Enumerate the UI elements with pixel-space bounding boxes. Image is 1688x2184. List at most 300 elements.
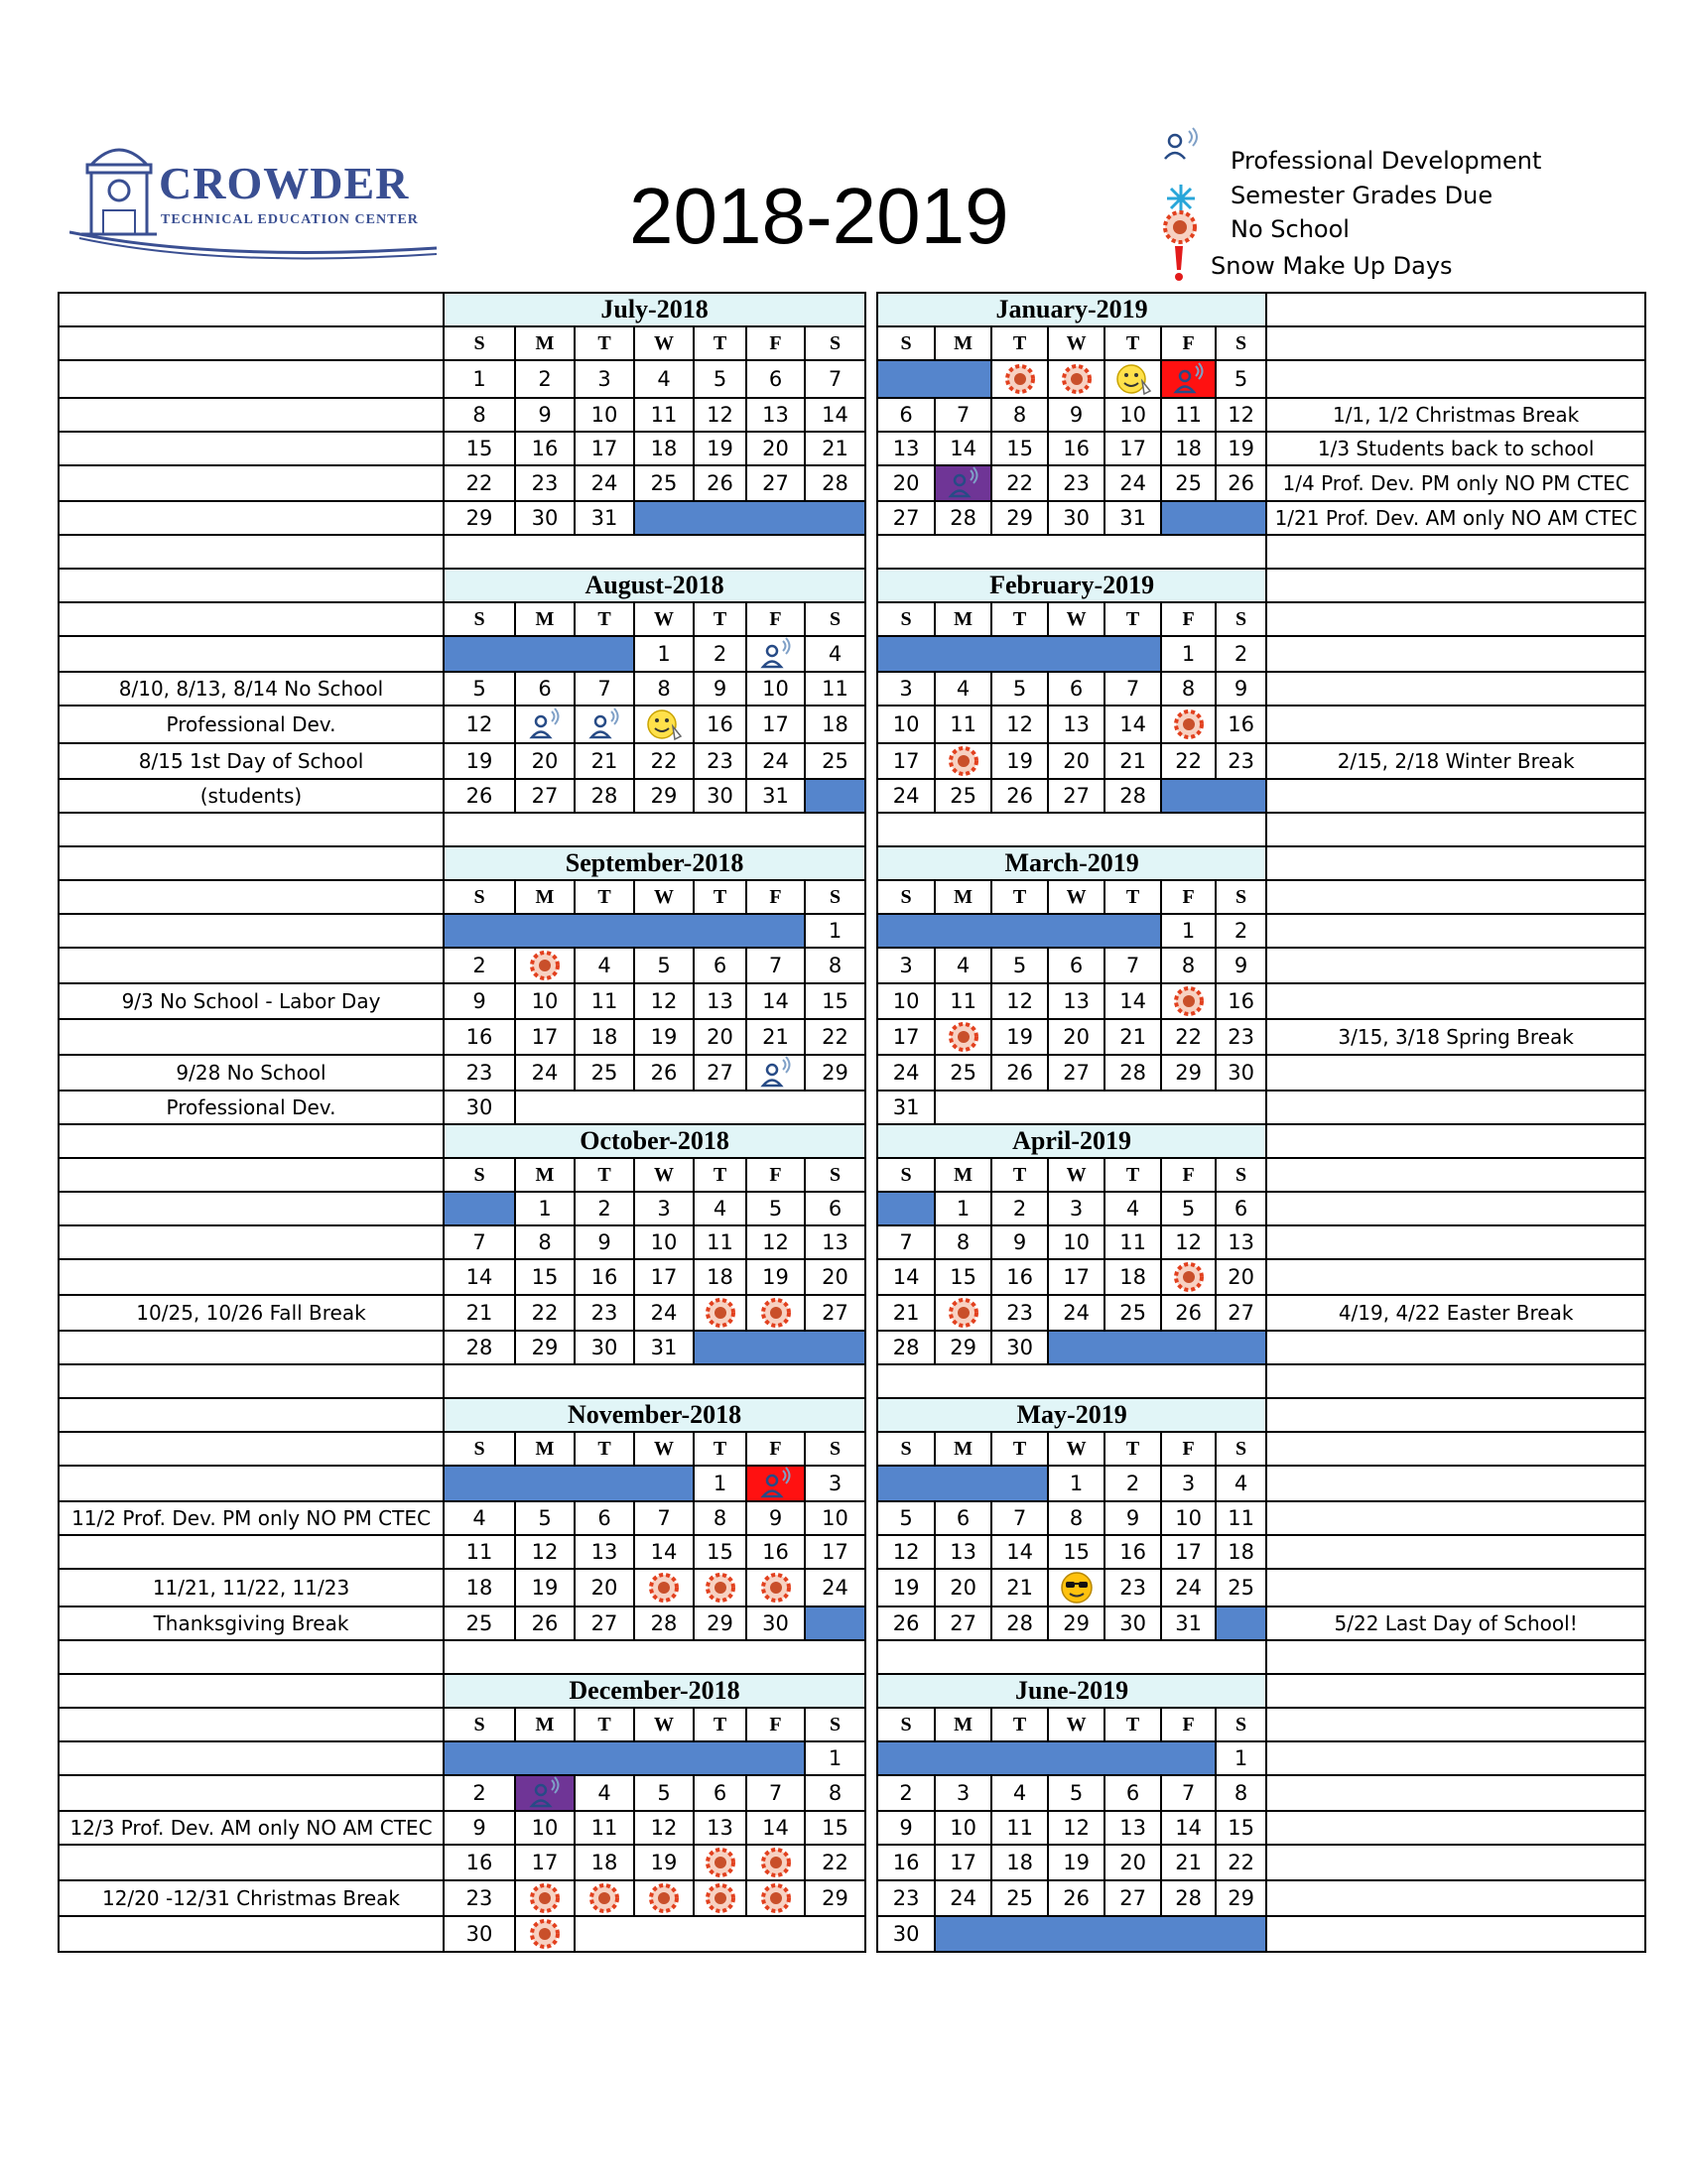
day-cell-nov-14: 14 xyxy=(634,1535,694,1569)
day-cell-jan-29: 29 xyxy=(991,501,1048,535)
day-of-week: S xyxy=(1216,1708,1266,1741)
day-cell-jun-30: 30 xyxy=(877,1916,935,1952)
day-cell-mar-19: 19 xyxy=(991,1019,1048,1055)
day-cell-sep-14: 14 xyxy=(746,983,805,1019)
day-cell-nov-7: 7 xyxy=(634,1501,694,1535)
day-of-week: S xyxy=(805,326,865,360)
note-cell-right xyxy=(1266,813,1645,846)
professional-development-icon xyxy=(528,1776,562,1810)
day-cell-jul-10: 10 xyxy=(575,398,634,432)
no-school-icon xyxy=(1161,208,1199,246)
day-cell-dec-26 xyxy=(634,1880,694,1916)
day-cell-apr-22 xyxy=(935,1295,991,1331)
day-cell-jan-6: 6 xyxy=(877,398,935,432)
note-cell-left xyxy=(59,1775,444,1811)
day-cell-jan-13: 13 xyxy=(877,432,935,465)
day-cell-oct-18: 18 xyxy=(694,1259,746,1295)
note-cell-right xyxy=(1266,1432,1645,1466)
day-cell-dec-10: 10 xyxy=(515,1811,575,1845)
day-cell-apr-5: 5 xyxy=(1161,1192,1216,1225)
note-cell-left xyxy=(59,569,444,602)
gap-cell xyxy=(865,326,877,360)
gap-cell xyxy=(865,1331,877,1364)
day-cell-nov-8: 8 xyxy=(694,1501,746,1535)
day-cell-apr-10: 10 xyxy=(1048,1225,1104,1259)
day-cell-may-12: 12 xyxy=(877,1535,935,1569)
day-cell-aug-14 xyxy=(575,706,634,743)
note-cell-left xyxy=(59,326,444,360)
note-cell-right xyxy=(1266,1192,1645,1225)
day-cell-sep-28 xyxy=(746,1055,805,1091)
day-cell-nov-30: 30 xyxy=(746,1606,805,1640)
note-cell-right xyxy=(1266,636,1645,672)
note-cell-left xyxy=(59,1674,444,1708)
note-cell-right xyxy=(1266,948,1645,983)
note-cell-left: 11/21, 11/22, 11/23 xyxy=(59,1569,444,1606)
day-cell-jul-18: 18 xyxy=(634,432,694,465)
no-school-icon xyxy=(587,1881,621,1915)
note-cell-right xyxy=(1266,1741,1645,1775)
day-cell-sep-7: 7 xyxy=(746,948,805,983)
day-cell-jul-30: 30 xyxy=(515,501,575,535)
note-cell-left xyxy=(59,602,444,636)
calendar-filler-cell xyxy=(805,779,865,813)
day-cell-apr-29: 29 xyxy=(935,1331,991,1364)
day-cell-sep-26: 26 xyxy=(634,1055,694,1091)
day-cell-jun-9: 9 xyxy=(877,1811,935,1845)
note-cell-left: Professional Dev. xyxy=(59,706,444,743)
day-cell-sep-4: 4 xyxy=(575,948,634,983)
day-cell-feb-14: 14 xyxy=(1104,706,1161,743)
day-cell-jan-11: 11 xyxy=(1161,398,1216,432)
note-cell-left xyxy=(59,1225,444,1259)
legend xyxy=(1161,139,1578,288)
gap-cell xyxy=(865,432,877,465)
note-cell-left xyxy=(59,1432,444,1466)
legend-label-snow: Snow Make Up Days xyxy=(1211,252,1453,280)
gap-cell xyxy=(865,1124,877,1158)
day-cell-jan-18: 18 xyxy=(1161,432,1216,465)
day-cell-may-18: 18 xyxy=(1216,1535,1266,1569)
day-cell-mar-4: 4 xyxy=(935,948,991,983)
day-of-week: T xyxy=(1104,880,1161,914)
calendar-filler-cell xyxy=(935,1916,1266,1952)
day-cell-dec-17: 17 xyxy=(515,1845,575,1880)
gap-cell xyxy=(865,813,877,846)
day-of-week: M xyxy=(515,602,575,636)
day-cell-feb-10: 10 xyxy=(877,706,935,743)
day-cell-nov-15: 15 xyxy=(694,1535,746,1569)
note-cell-left xyxy=(59,1708,444,1741)
note-cell-right xyxy=(1266,1055,1645,1091)
day-cell-aug-1: 1 xyxy=(634,636,694,672)
logo-swoosh xyxy=(69,222,447,262)
calendar-filler-cell xyxy=(1048,1331,1266,1364)
day-cell-may-8: 8 xyxy=(1048,1501,1104,1535)
day-cell-mar-5: 5 xyxy=(991,948,1048,983)
day-cell-dec-16: 16 xyxy=(444,1845,515,1880)
no-school-icon xyxy=(704,1296,737,1330)
day-cell-oct-11: 11 xyxy=(694,1225,746,1259)
day-cell-jan-2 xyxy=(1048,360,1104,398)
day-cell-mar-1: 1 xyxy=(1161,914,1216,948)
gap-cell xyxy=(865,880,877,914)
day-cell-oct-15: 15 xyxy=(515,1259,575,1295)
day-cell-jan-8: 8 xyxy=(991,398,1048,432)
day-cell-jul-15: 15 xyxy=(444,432,515,465)
note-cell-right xyxy=(1266,1674,1645,1708)
calendar-filler-cell xyxy=(444,914,805,948)
day-cell-may-6: 6 xyxy=(935,1501,991,1535)
day-cell-jan-17: 17 xyxy=(1104,432,1161,465)
no-school-icon xyxy=(759,1571,793,1605)
no-school-icon xyxy=(647,1571,681,1605)
day-cell-may-21: 21 xyxy=(991,1569,1048,1606)
note-cell-left: Professional Dev. xyxy=(59,1091,444,1124)
day-cell-nov-18: 18 xyxy=(444,1569,515,1606)
day-cell-apr-23: 23 xyxy=(991,1295,1048,1331)
day-cell-jun-26: 26 xyxy=(1048,1880,1104,1916)
note-cell-left xyxy=(59,1192,444,1225)
day-cell-apr-11: 11 xyxy=(1104,1225,1161,1259)
note-cell-left: (students) xyxy=(59,779,444,813)
day-of-week: S xyxy=(444,326,515,360)
day-cell-oct-5: 5 xyxy=(746,1192,805,1225)
spacer-cell xyxy=(444,813,865,846)
day-cell-aug-10: 10 xyxy=(746,672,805,706)
no-school-icon xyxy=(1172,707,1206,741)
day-cell-nov-9: 9 xyxy=(746,1501,805,1535)
day-cell-dec-1: 1 xyxy=(805,1741,865,1775)
day-cell-aug-7: 7 xyxy=(575,672,634,706)
gap-cell xyxy=(865,1811,877,1845)
day-cell-sep-27: 27 xyxy=(694,1055,746,1091)
day-of-week: M xyxy=(515,880,575,914)
no-school-icon xyxy=(947,1020,980,1054)
day-cell-aug-12: 12 xyxy=(444,706,515,743)
note-cell-left xyxy=(59,1640,444,1674)
day-cell-dec-21 xyxy=(746,1845,805,1880)
day-cell-apr-13: 13 xyxy=(1216,1225,1266,1259)
day-of-week: M xyxy=(935,326,991,360)
day-cell-jan-4 xyxy=(1161,360,1216,398)
day-cell-apr-12: 12 xyxy=(1161,1225,1216,1259)
month-title-may: May-2019 xyxy=(877,1398,1266,1432)
day-cell-oct-25 xyxy=(694,1295,746,1331)
day-cell-mar-26: 26 xyxy=(991,1055,1048,1091)
day-cell-nov-23 xyxy=(746,1569,805,1606)
day-cell-jun-29: 29 xyxy=(1216,1880,1266,1916)
note-cell-left xyxy=(59,914,444,948)
day-cell-mar-7: 7 xyxy=(1104,948,1161,983)
note-cell-left xyxy=(59,360,444,398)
day-cell-sep-30: 30 xyxy=(444,1091,515,1124)
day-cell-oct-23: 23 xyxy=(575,1295,634,1331)
day-cell-jan-10: 10 xyxy=(1104,398,1161,432)
day-cell-oct-10: 10 xyxy=(634,1225,694,1259)
day-cell-sep-15: 15 xyxy=(805,983,865,1019)
calendar-filler-cell xyxy=(877,636,1161,672)
note-cell-left xyxy=(59,1398,444,1432)
spacer-cell xyxy=(877,1640,1266,1674)
day-of-week: S xyxy=(877,326,935,360)
no-school-icon xyxy=(647,1881,681,1915)
day-cell-aug-8: 8 xyxy=(634,672,694,706)
day-cell-sep-12: 12 xyxy=(634,983,694,1019)
day-cell-jun-15: 15 xyxy=(1216,1811,1266,1845)
day-cell-jul-28: 28 xyxy=(805,465,865,501)
day-cell-may-9: 9 xyxy=(1104,1501,1161,1535)
calendar-filler-cell xyxy=(877,360,991,398)
day-cell-dec-27 xyxy=(694,1880,746,1916)
gap-cell xyxy=(865,398,877,432)
spacer-cell xyxy=(877,813,1266,846)
note-cell-right xyxy=(1266,1916,1645,1952)
day-cell-nov-24: 24 xyxy=(805,1569,865,1606)
day-cell-nov-22 xyxy=(694,1569,746,1606)
day-cell-oct-9: 9 xyxy=(575,1225,634,1259)
day-of-week: S xyxy=(444,1158,515,1192)
day-cell-nov-10: 10 xyxy=(805,1501,865,1535)
day-cell-dec-23: 23 xyxy=(444,1880,515,1916)
day-cell-feb-17: 17 xyxy=(877,743,935,779)
day-cell-nov-3: 3 xyxy=(805,1466,865,1501)
day-of-week: T xyxy=(694,602,746,636)
day-cell-feb-15 xyxy=(1161,706,1216,743)
note-cell-left xyxy=(59,636,444,672)
day-cell-may-26: 26 xyxy=(877,1606,935,1640)
day-cell-mar-18 xyxy=(935,1019,991,1055)
day-of-week: W xyxy=(1048,602,1104,636)
professional-development-icon xyxy=(1161,125,1201,165)
note-cell-left: 8/10, 8/13, 8/14 No School xyxy=(59,672,444,706)
day-cell-jan-22: 22 xyxy=(991,465,1048,501)
day-cell-may-7: 7 xyxy=(991,1501,1048,1535)
gap-cell xyxy=(865,743,877,779)
day-of-week: S xyxy=(805,880,865,914)
day-cell-may-28: 28 xyxy=(991,1606,1048,1640)
day-cell-sep-1: 1 xyxy=(805,914,865,948)
month-title-oct: October-2018 xyxy=(444,1124,865,1158)
gap-cell xyxy=(865,1880,877,1916)
day-of-week: S xyxy=(1216,880,1266,914)
day-cell-jan-9: 9 xyxy=(1048,398,1104,432)
note-cell-left xyxy=(59,1331,444,1364)
day-cell-jul-21: 21 xyxy=(805,432,865,465)
day-cell-jul-8: 8 xyxy=(444,398,515,432)
day-of-week: M xyxy=(515,1158,575,1192)
calendar-filler-cell xyxy=(877,1192,935,1225)
day-cell-apr-3: 3 xyxy=(1048,1192,1104,1225)
day-cell-jan-25: 25 xyxy=(1161,465,1216,501)
calendar-filler-cell xyxy=(634,501,865,535)
note-cell-left xyxy=(59,398,444,432)
day-of-week: F xyxy=(1161,326,1216,360)
gap-cell xyxy=(865,846,877,880)
day-cell-jan-27: 27 xyxy=(877,501,935,535)
crowder-logo xyxy=(69,127,447,256)
note-cell-left: 9/3 No School - Labor Day xyxy=(59,983,444,1019)
day-cell-jan-16: 16 xyxy=(1048,432,1104,465)
day-of-week: S xyxy=(877,1432,935,1466)
day-cell-dec-20 xyxy=(694,1845,746,1880)
day-cell-jul-14: 14 xyxy=(805,398,865,432)
day-cell-sep-29: 29 xyxy=(805,1055,865,1091)
day-cell-dec-19: 19 xyxy=(634,1845,694,1880)
day-cell-feb-24: 24 xyxy=(877,779,935,813)
day-cell-may-24: 24 xyxy=(1161,1569,1216,1606)
day-cell-nov-26: 26 xyxy=(515,1606,575,1640)
day-cell-mar-22: 22 xyxy=(1161,1019,1216,1055)
day-of-week: F xyxy=(1161,602,1216,636)
gap-cell xyxy=(865,1741,877,1775)
sunglasses-smiley-icon xyxy=(1059,1570,1095,1606)
day-cell-jun-11: 11 xyxy=(991,1811,1048,1845)
note-cell-right xyxy=(1266,1331,1645,1364)
day-cell-oct-8: 8 xyxy=(515,1225,575,1259)
day-of-week: T xyxy=(1104,1708,1161,1741)
month-title-jul: July-2018 xyxy=(444,293,865,326)
day-cell-mar-31: 31 xyxy=(877,1091,935,1124)
day-of-week: M xyxy=(935,880,991,914)
spacer-cell xyxy=(877,535,1266,569)
note-cell-right xyxy=(1266,1091,1645,1124)
day-cell-jun-25: 25 xyxy=(991,1880,1048,1916)
day-cell-dec-24 xyxy=(515,1880,575,1916)
day-cell-mar-9: 9 xyxy=(1216,948,1266,983)
day-cell-may-2: 2 xyxy=(1104,1466,1161,1501)
note-cell-left: 12/20 -12/31 Christmas Break xyxy=(59,1880,444,1916)
day-cell-feb-19: 19 xyxy=(991,743,1048,779)
smiley-icon xyxy=(645,707,683,742)
day-cell-nov-6: 6 xyxy=(575,1501,634,1535)
note-cell-left xyxy=(59,1916,444,1952)
day-cell-feb-6: 6 xyxy=(1048,672,1104,706)
day-cell-dec-29: 29 xyxy=(805,1880,865,1916)
day-cell-jun-5: 5 xyxy=(1048,1775,1104,1811)
no-school-icon xyxy=(759,1846,793,1879)
day-cell-jan-20: 20 xyxy=(877,465,935,501)
day-of-week: T xyxy=(1104,326,1161,360)
day-cell-apr-15: 15 xyxy=(935,1259,991,1295)
note-cell-left xyxy=(59,1466,444,1501)
day-cell-mar-23: 23 xyxy=(1216,1019,1266,1055)
no-school-icon xyxy=(704,1881,737,1915)
no-school-icon xyxy=(1172,1260,1206,1294)
day-of-week: T xyxy=(575,602,634,636)
day-cell-oct-27: 27 xyxy=(805,1295,865,1331)
day-cell-feb-26: 26 xyxy=(991,779,1048,813)
day-cell-jul-26: 26 xyxy=(694,465,746,501)
day-cell-feb-8: 8 xyxy=(1161,672,1216,706)
day-cell-jan-3 xyxy=(1104,360,1161,398)
note-cell-left: 12/3 Prof. Dev. AM only NO AM CTEC xyxy=(59,1811,444,1845)
day-cell-nov-27: 27 xyxy=(575,1606,634,1640)
note-cell-right xyxy=(1266,602,1645,636)
day-cell-mar-10: 10 xyxy=(877,983,935,1019)
day-cell-feb-5: 5 xyxy=(991,672,1048,706)
day-of-week: W xyxy=(634,880,694,914)
note-cell-left: 11/2 Prof. Dev. PM only NO PM CTEC xyxy=(59,1501,444,1535)
day-cell-nov-19: 19 xyxy=(515,1569,575,1606)
day-cell-aug-29: 29 xyxy=(634,779,694,813)
gap-cell xyxy=(865,1158,877,1192)
note-cell-right xyxy=(1266,1775,1645,1811)
day-cell-aug-19: 19 xyxy=(444,743,515,779)
gap-cell xyxy=(865,1708,877,1741)
month-title-jun: June-2019 xyxy=(877,1674,1266,1708)
day-cell-jun-8: 8 xyxy=(1216,1775,1266,1811)
note-cell-left: 9/28 No School xyxy=(59,1055,444,1091)
day-of-week: W xyxy=(1048,326,1104,360)
day-cell-jan-15: 15 xyxy=(991,432,1048,465)
calendar-filler-cell xyxy=(805,1606,865,1640)
calendar-filler-cell xyxy=(935,1091,1266,1124)
professional-development-icon xyxy=(947,466,980,500)
day-cell-jan-31: 31 xyxy=(1104,501,1161,535)
day-cell-apr-8: 8 xyxy=(935,1225,991,1259)
day-cell-may-11: 11 xyxy=(1216,1501,1266,1535)
day-cell-feb-4: 4 xyxy=(935,672,991,706)
day-of-week: S xyxy=(877,1158,935,1192)
day-cell-aug-5: 5 xyxy=(444,672,515,706)
day-of-week: S xyxy=(1216,602,1266,636)
note-cell-right xyxy=(1266,1880,1645,1916)
day-of-week: W xyxy=(634,326,694,360)
note-cell-left xyxy=(59,1364,444,1398)
note-cell-right xyxy=(1266,360,1645,398)
note-cell-right xyxy=(1266,1535,1645,1569)
day-of-week: S xyxy=(1216,1432,1266,1466)
note-cell-right: 3/15, 3/18 Spring Break xyxy=(1266,1019,1645,1055)
day-cell-mar-27: 27 xyxy=(1048,1055,1104,1091)
day-cell-aug-13 xyxy=(515,706,575,743)
day-cell-dec-15: 15 xyxy=(805,1811,865,1845)
day-cell-aug-9: 9 xyxy=(694,672,746,706)
day-cell-feb-16: 16 xyxy=(1216,706,1266,743)
day-cell-jul-19: 19 xyxy=(694,432,746,465)
note-cell-right xyxy=(1266,706,1645,743)
day-cell-jun-1: 1 xyxy=(1216,1741,1266,1775)
day-cell-feb-21: 21 xyxy=(1104,743,1161,779)
day-cell-mar-3: 3 xyxy=(877,948,935,983)
day-cell-jan-12: 12 xyxy=(1216,398,1266,432)
day-cell-nov-13: 13 xyxy=(575,1535,634,1569)
day-cell-mar-20: 20 xyxy=(1048,1019,1104,1055)
gap-cell xyxy=(865,360,877,398)
professional-development-icon xyxy=(759,1467,793,1500)
spacer-cell xyxy=(877,1364,1266,1398)
day-cell-feb-25: 25 xyxy=(935,779,991,813)
day-cell-apr-30: 30 xyxy=(991,1331,1048,1364)
day-of-week: F xyxy=(1161,1158,1216,1192)
day-of-week: T xyxy=(991,1158,1048,1192)
day-cell-sep-10: 10 xyxy=(515,983,575,1019)
day-cell-apr-14: 14 xyxy=(877,1259,935,1295)
day-cell-feb-18 xyxy=(935,743,991,779)
day-cell-aug-16: 16 xyxy=(694,706,746,743)
day-cell-oct-29: 29 xyxy=(515,1331,575,1364)
day-cell-sep-22: 22 xyxy=(805,1019,865,1055)
day-cell-jan-26: 26 xyxy=(1216,465,1266,501)
day-cell-oct-31: 31 xyxy=(634,1331,694,1364)
no-school-icon xyxy=(947,1296,980,1330)
spacer-cell xyxy=(444,535,865,569)
day-cell-dec-11: 11 xyxy=(575,1811,634,1845)
note-cell-right xyxy=(1266,1158,1645,1192)
calendar-filler-cell xyxy=(444,636,634,672)
day-cell-may-23: 23 xyxy=(1104,1569,1161,1606)
